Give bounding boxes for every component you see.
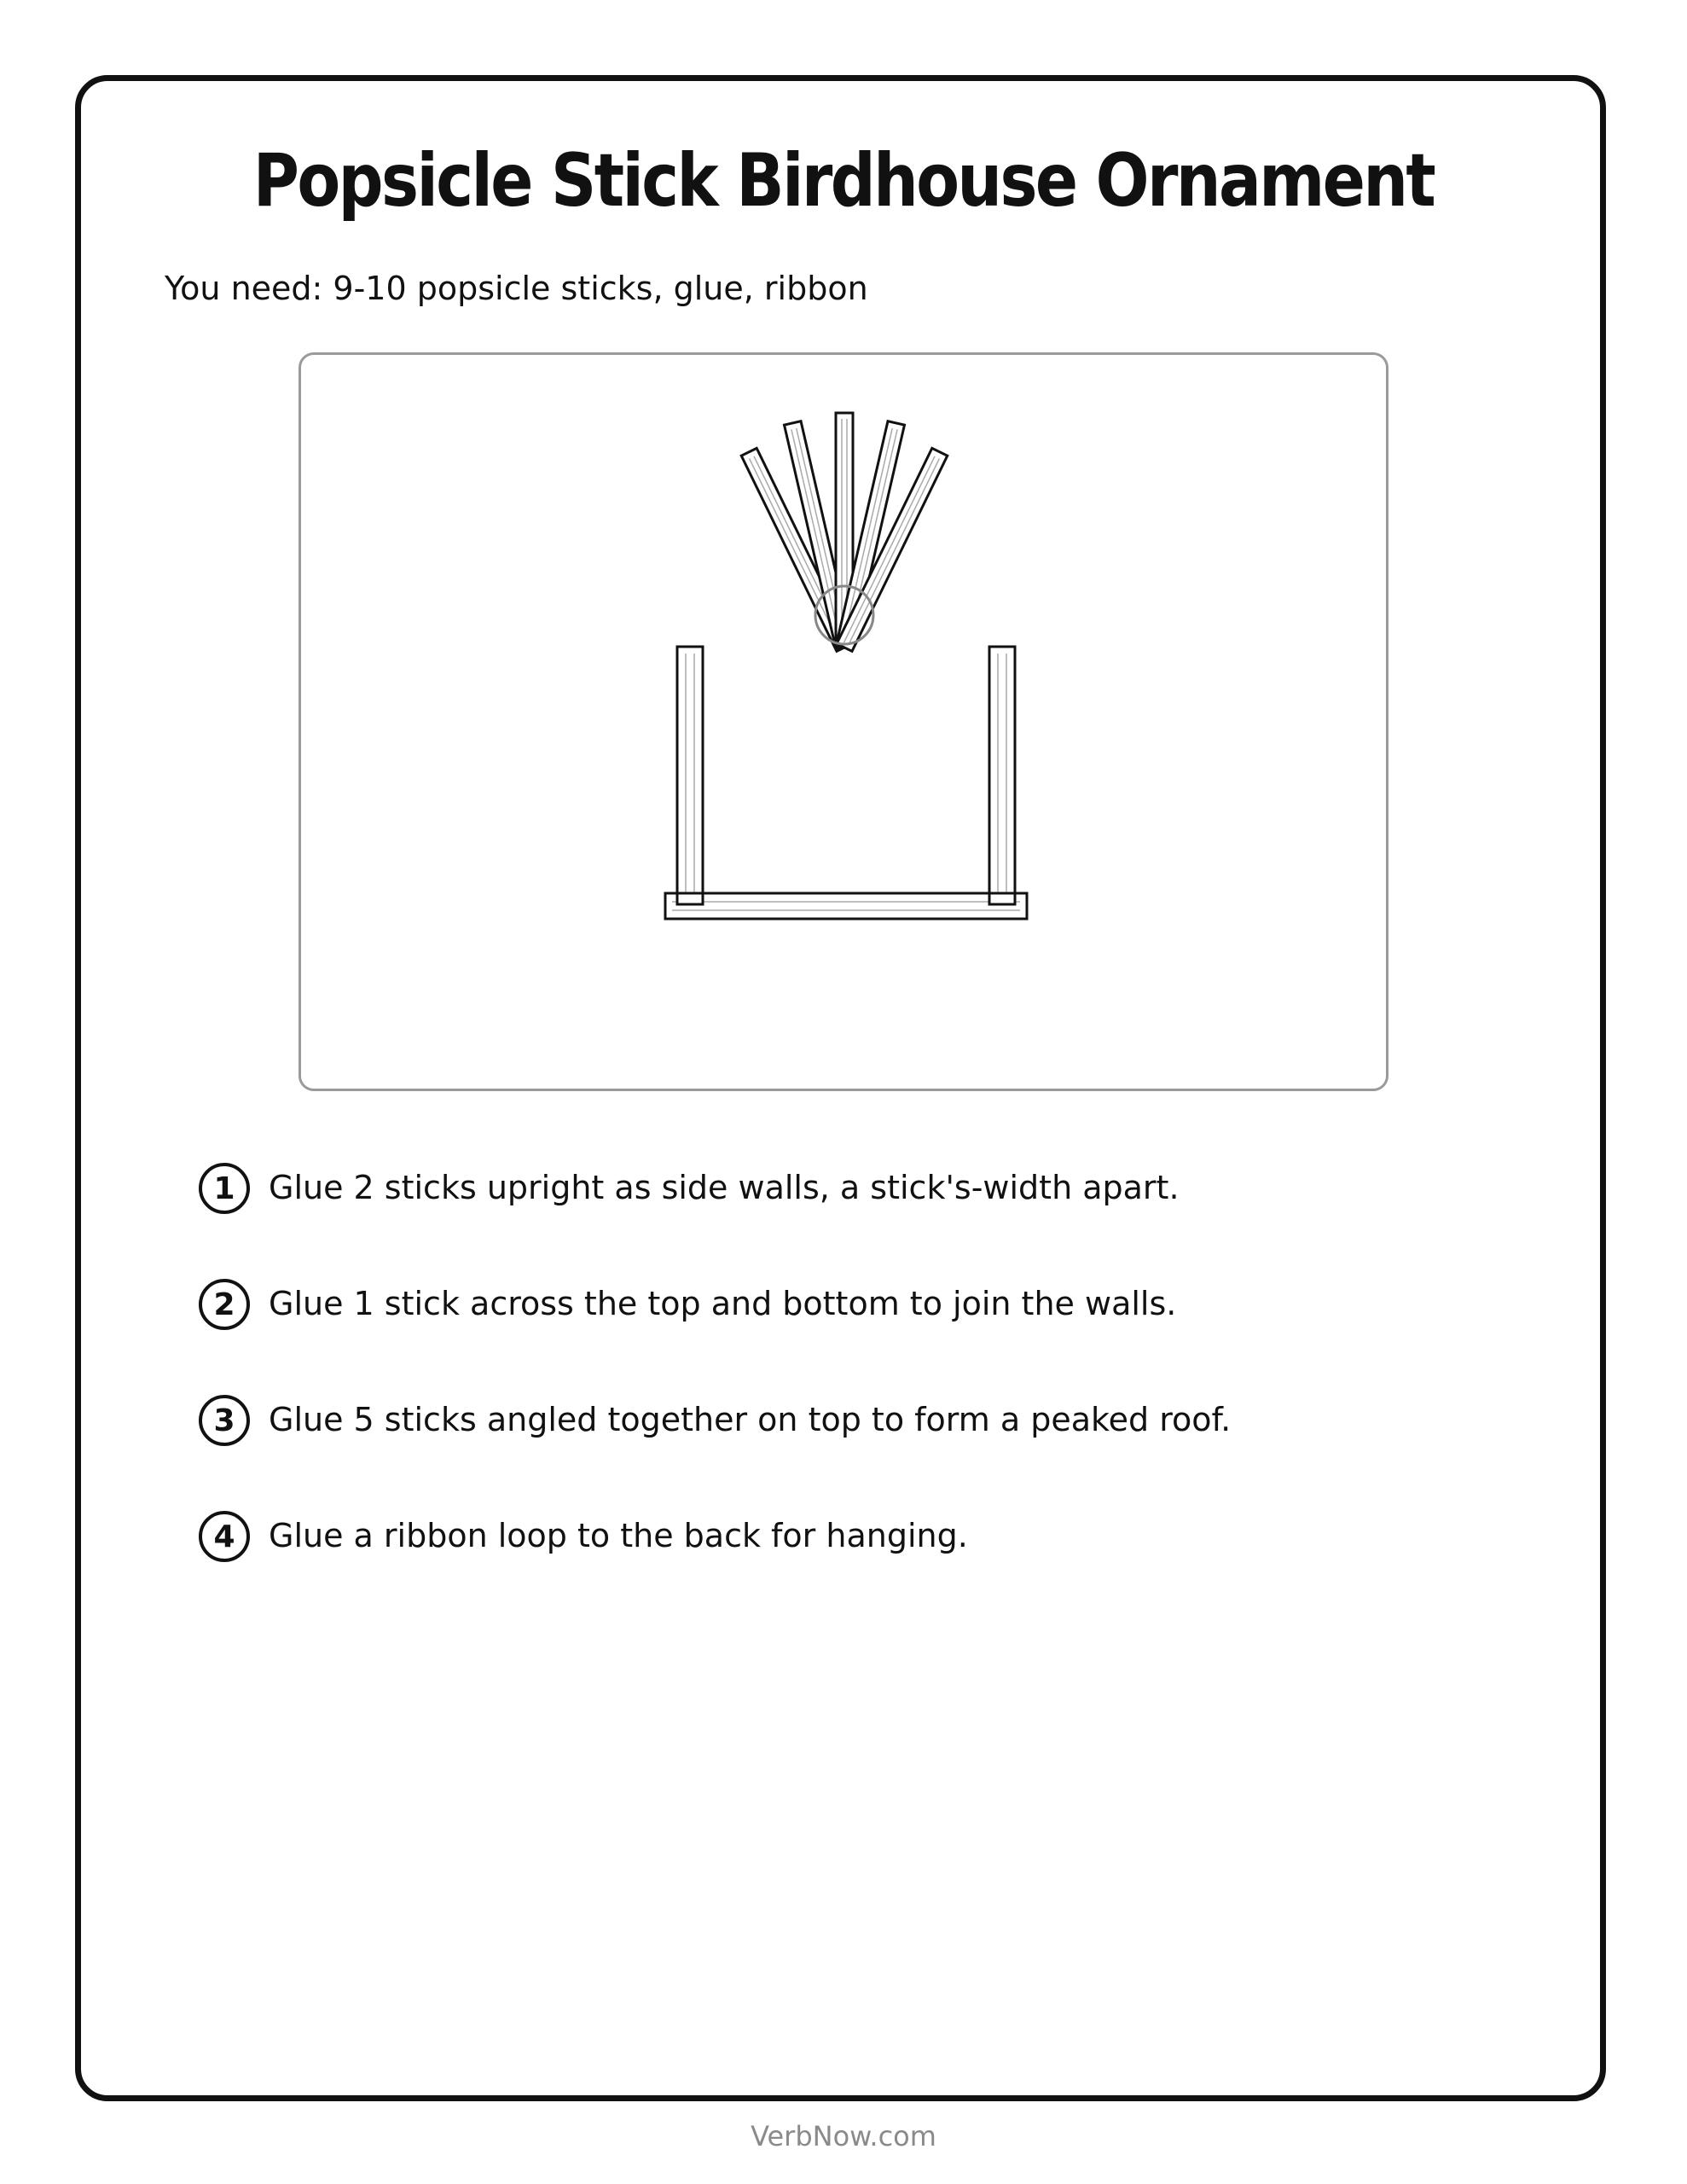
right-wall-stick (989, 647, 1015, 903)
footer-watermark: VerbNow.com (751, 2120, 936, 2152)
instruction-steps (199, 1159, 1478, 1623)
step-item (199, 1391, 1478, 1450)
step-number-badge: 2 (199, 1279, 250, 1330)
left-wall-stick (677, 647, 703, 903)
step-item (199, 1507, 1478, 1566)
diagram-panel (299, 352, 1388, 1091)
step-text: Glue 1 stick across the top and bottom to join the walls. (269, 1285, 1177, 1323)
birdhouse-diagram (301, 355, 1391, 1094)
step-number-badge: 1 (199, 1163, 250, 1214)
roof-sticks-fan (741, 413, 948, 651)
step-number-badge: 4 (199, 1511, 250, 1562)
step-text: Glue 2 sticks upright as side walls, a stick's-width apart. (269, 1169, 1180, 1207)
materials-list: You need: 9-10 popsicle sticks, glue, ribbon (165, 270, 868, 307)
step-number-badge: 3 (199, 1395, 250, 1446)
base-stick (665, 893, 1027, 919)
step-item (199, 1159, 1478, 1218)
step-item (199, 1275, 1478, 1334)
page-title: Popsicle Stick Birdhouse Ornament (252, 138, 1435, 224)
step-text: Glue a ribbon loop to the back for hanging. (269, 1517, 968, 1555)
step-text: Glue 5 sticks angled together on top to form a peaked roof. (269, 1401, 1232, 1439)
